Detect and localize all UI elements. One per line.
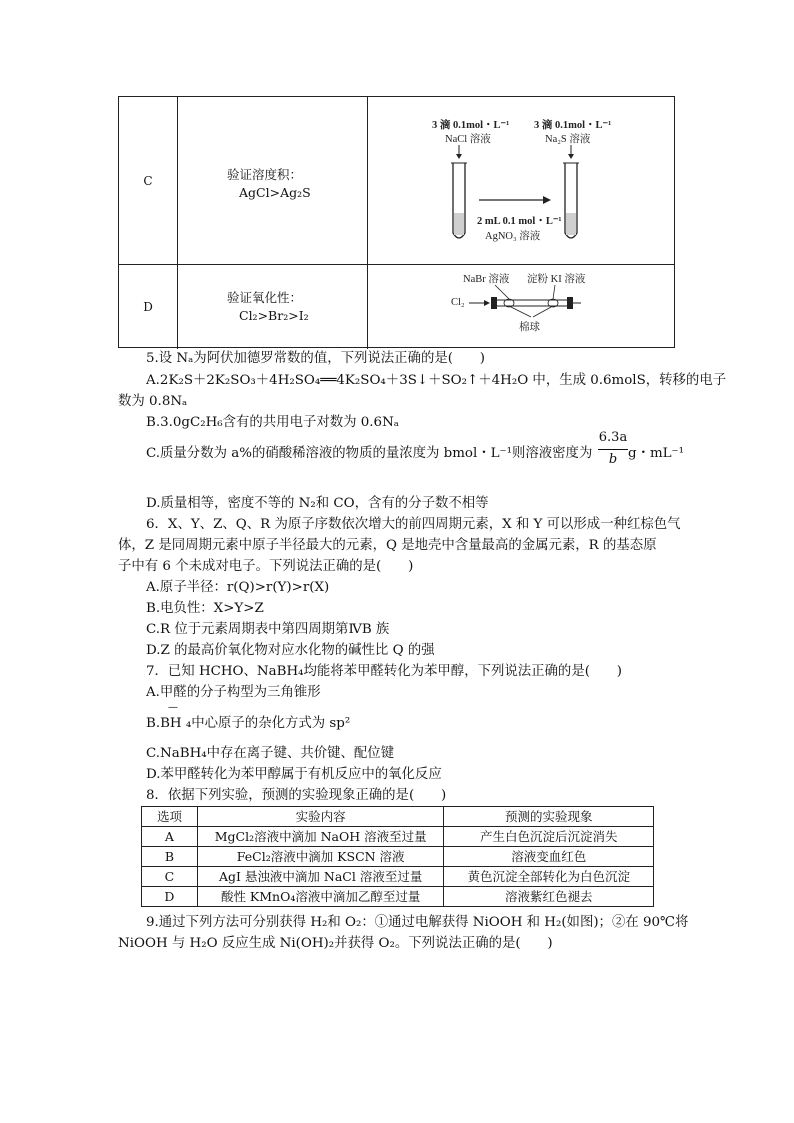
table-cell: 产生白色沉淀后沉淀消失	[444, 827, 654, 847]
header-cell: 实验内容	[197, 807, 444, 827]
fig-label: 棉球	[519, 322, 540, 333]
fig-label: 3 滴 0.1mol・L⁻¹	[534, 120, 612, 131]
glass-tube-diagram	[367, 265, 676, 349]
question-5-option-b: B.3.0gC₂H₆含有的共用电子对数为 0.6Nₐ	[146, 415, 399, 430]
table-cell: 黄色沉淀全部转化为白色沉淀	[444, 867, 654, 887]
table-cell: B	[142, 847, 198, 867]
experiment-row-d	[119, 265, 674, 349]
question-6-stem: 6．X、Y、Z、Q、R 为原子序数依次增大的前四周期元素，X 和 Y 可以形成一种红棕色气	[146, 517, 681, 532]
table-cell: 溶液变血红色	[444, 847, 654, 867]
fig-label: Cl₂	[451, 297, 465, 308]
table-cell: C	[142, 867, 198, 887]
question-5-option-c-unit: g・mL⁻¹	[628, 446, 684, 461]
purpose-formula: AgCl>Ag₂S	[239, 185, 311, 200]
glass-tube-figure	[367, 265, 674, 349]
question-6-option-d: D.Z 的最高价氧化物对应水化物的碱性比 Q 的强	[146, 643, 435, 658]
question-6-stem-cont: 体，Z 是同周期元素中原子半径最大的元素，Q 是地壳中含量最高的金属元素，R 的基态原	[118, 538, 657, 553]
fig-label: AgNO₃ 溶液	[485, 231, 541, 242]
experiment-table	[118, 96, 675, 348]
test-tube-figure	[367, 97, 674, 264]
purpose-title: 验证氧化性：	[227, 290, 303, 305]
question-7-option-c: C.NaBH₄中存在离子键、共价键、配位键	[146, 746, 395, 761]
table-cell: 酸性 KMnO₄溶液中滴加乙醇至过量	[197, 887, 444, 907]
fig-label: Na₂S 溶液	[545, 134, 591, 145]
question-8-stem: 8．依据下列实验，预测的实验现象正确的是( )	[146, 788, 447, 803]
table-row	[142, 847, 654, 867]
question-7-option-d: D.苯甲醛转化为苯甲醇属于有机反应中的氧化反应	[146, 767, 442, 782]
row-label: C	[119, 97, 178, 264]
table-cell: D	[142, 887, 198, 907]
experiment-row-c	[119, 97, 674, 265]
purpose-title: 验证溶度积：	[227, 167, 303, 182]
question-5-stem: 5.设 Nₐ为阿伏加德罗常数的值，下列说法正确的是( )	[146, 351, 485, 366]
table-row	[142, 887, 654, 907]
table-cell: FeCl₂溶液中滴加 KSCN 溶液	[197, 847, 444, 867]
fig-label: NaCl 溶液	[445, 134, 491, 145]
fraction-bar	[598, 449, 628, 450]
question-7-option-b: B.BH ₄中心原子的杂化方式为 sp²	[146, 716, 351, 731]
question-8-table	[141, 806, 654, 907]
question-9-stem-cont: NiOOH 与 H₂O 反应生成 Ni(OH)₂并获得 O₂。下列说法正确的是( )	[118, 936, 553, 951]
question-5-option-c: C.质量分数为 a%的硝酸稀溶液的物质的量浓度为 bmol・L⁻¹则溶液密度为	[146, 446, 593, 461]
table-cell: AgI 悬浊液中滴加 NaCl 溶液至过量	[197, 867, 444, 887]
question-6-option-a: A.原子半径：r(Q)>r(Y)>r(X)	[146, 580, 330, 595]
test-tubes-diagram	[367, 97, 676, 265]
question-7-option-a: A.甲醛的分子构型为三角锥形	[146, 685, 321, 700]
fraction-denominator: b	[608, 452, 618, 467]
fig-label: 3 滴 0.1mol・L⁻¹	[432, 120, 510, 131]
header-cell: 预测的实验现象	[444, 807, 654, 827]
experiment-purpose	[177, 97, 368, 264]
fig-label: NaBr 溶液	[463, 274, 510, 285]
row-label: D	[119, 265, 178, 349]
question-5-option-d: D.质量相等，密度不等的 N₂和 CO，含有的分子数不相等	[146, 496, 489, 511]
table-header-row	[142, 807, 654, 827]
table-cell: 溶液紫红色褪去	[444, 887, 654, 907]
table-row	[142, 867, 654, 887]
fig-label: 淀粉 KI 溶液	[527, 274, 586, 285]
question-5-option-a-cont: 数为 0.8Nₐ	[118, 394, 188, 409]
fig-label: 2 mL 0.1 mol・L⁻¹	[477, 216, 562, 227]
table-row	[142, 827, 654, 847]
question-5-option-a: A.2K₂S＋2K₂SO₃＋4H₂SO₄══4K₂SO₄＋3S↓＋SO₂↑＋4H₂O 中，生成 0.6molS，转移的电子	[146, 373, 727, 388]
header-cell: 选项	[142, 807, 198, 827]
question-7-stem: 7．已知 HCHO、NaBH₄均能将苯甲醛转化为苯甲醇，下列说法正确的是( )	[146, 664, 622, 679]
experiment-purpose	[177, 265, 368, 349]
purpose-formula: Cl₂>Br₂>I₂	[239, 308, 309, 323]
minus-superscript: —	[168, 702, 178, 713]
table-cell: A	[142, 827, 198, 847]
fraction-numerator: 6.3a	[598, 430, 628, 445]
question-6-stem-cont: 子中有 6 个未成对电子。下列说法正确的是( )	[118, 559, 414, 574]
question-6-option-c: C.R 位于元素周期表中第四周期第ⅣB 族	[146, 622, 390, 637]
question-6-option-b: B.电负性：X>Y>Z	[146, 601, 264, 616]
question-9-stem: 9.通过下列方法可分别获得 H₂和 O₂：①通过电解获得 NiOOH 和 H₂(如图)；②在 90℃将	[146, 915, 689, 930]
table-cell: MgCl₂溶液中滴加 NaOH 溶液至过量	[197, 827, 444, 847]
